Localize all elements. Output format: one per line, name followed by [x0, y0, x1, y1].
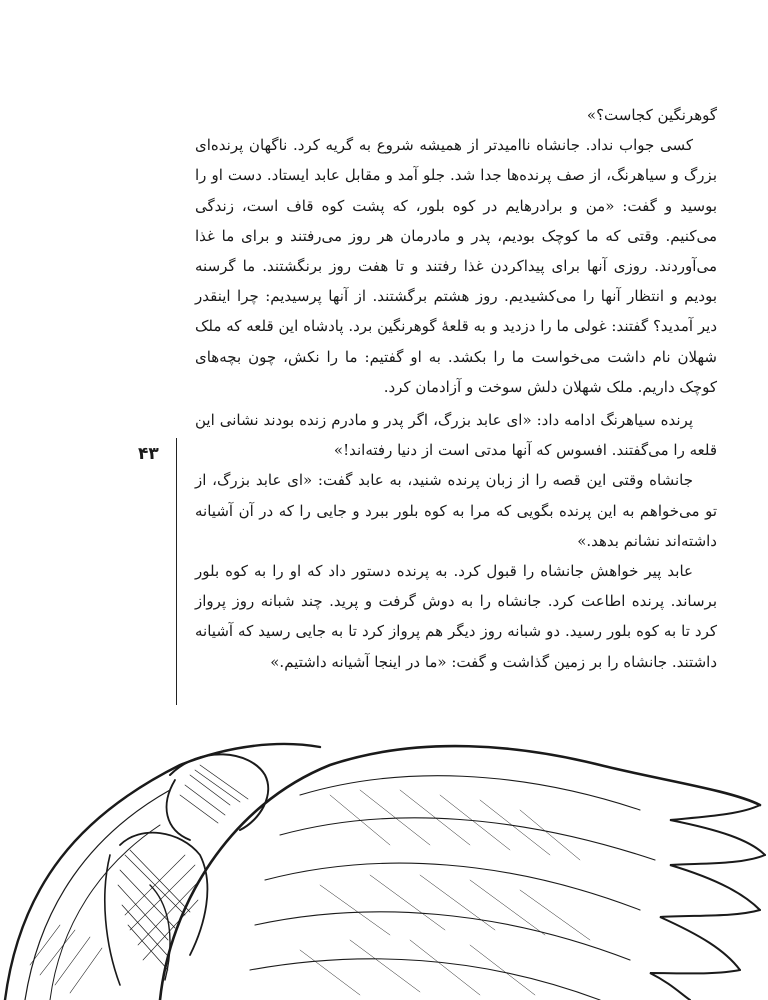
page-number: ۴۳	[138, 444, 159, 464]
paragraph-5: عابد پیر خواهش جانشاه را قبول کرد. به پرنده دستور داد که او را به کوه بلور برساند. پرنده اطاعت کرد. جانشاه را به دوش گرفت و پرید. چند شبانه روز پرواز کرد تا به کوه بلور رسید. دو شبانه روز دیگر هم پرواز کرد تا به جایی رسید که آشیانه داشتند. جانشاه را بر زمین گذاشت و گفت: «ما در اینجا آشیانه داشتیم.»	[195, 562, 717, 671]
paragraph-3: پرنده سیاهرنگ ادامه داد: «ای عابد بزرگ، اگر پدر و مادرم زنده بودند نشانی این قلعه را می‌گفتند. افسوس که آنها مدتی است از دنیا رفته‌اند!»	[195, 411, 717, 460]
margin-rule	[176, 438, 177, 705]
paragraph-4: جانشاه وقتی این قصه را از زبان پرنده شنید، به عابد گفت: «ای عابد بزرگ، از تو می‌خواهم به این پرنده بگویی که مرا به کوه بلور ببرد و جایی را که در آن آشیانه داشته‌اند نشانم بدهد.»	[195, 471, 717, 550]
paragraph-1: گوهرنگین کجاست؟»	[586, 106, 717, 124]
story-text	[195, 100, 717, 677]
paragraph-2: کسی جواب نداد. جانشاه ناامیدتر از همیشه شروع به گریه کرد. ناگهان پرنده‌ای بزرگ و سیاهرنگ، از صف پرنده‌ها جدا شد. جلو آمد و مقابل عابد ایستاد. دست او را بوسید و گفت: «من و برادرهایم در کوه بلور، که پشت کوه قاف است، زندگی می‌کنیم. وقتی که ما کوچک بودیم، پدر و مادرمان هر روز می‌رفتند و برای ما غذا می‌آوردند. روزی آنها برای پیداکردن غذا رفتند و تا هفت روز برنگشتند. ما گرسنه بودیم و انتظار آنها را می‌کشیدیم. روز هشتم برگشتند. از آنها پرسیدیم: چرا اینقدر دیر آمدید؟ گفتند: غولی ما را دزدید و به قلعهٔ گوهرنگین برد. پادشاه این قلعه که ملک شهلان نام داشت می‌خواست ما را بکشد. به او گفتیم: ما را نکش، چون بچه‌های کوچک داریم. ملک شهلان دلش سوخت و آزادمان کرد.	[195, 136, 717, 396]
giant-wing-pen-drawing-icon	[0, 735, 768, 1000]
